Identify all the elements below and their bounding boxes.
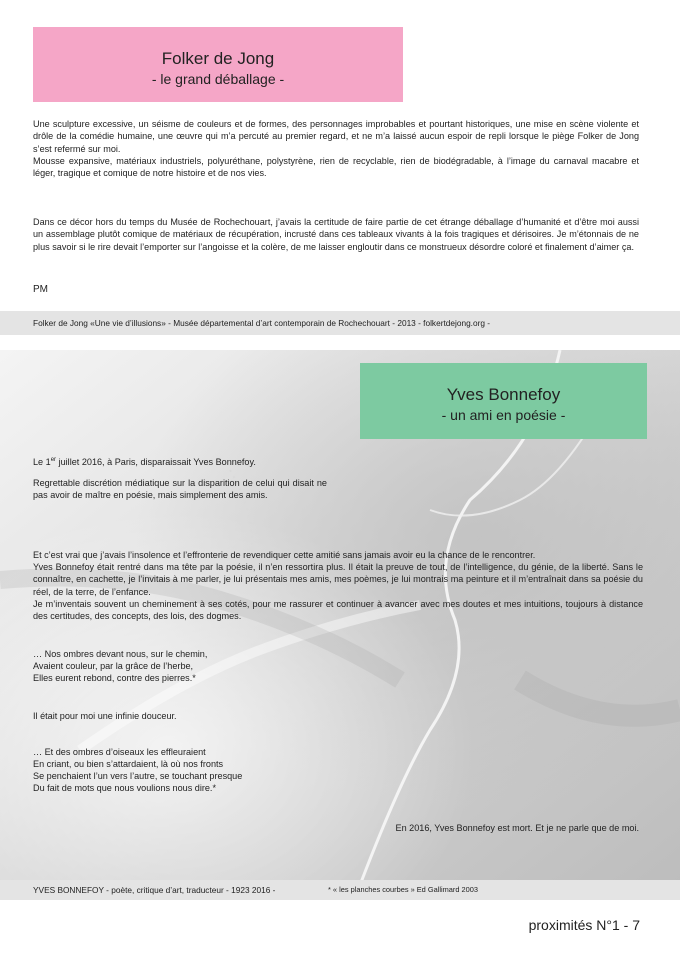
title-box-bonnefoy [360, 363, 647, 439]
date-line [33, 454, 256, 468]
article-title: Yves Bonnefoy [446, 385, 561, 404]
poem-line: En criant, ou bien s’attardaient, là où nos fronts [33, 759, 224, 769]
paragraph: Yves Bonnefoy était rentré dans ma tête par la poésie, il n’en ressortira plus. Il était la preuve de tout, de l’intelligence, du génie, de la liberté. Sans le connaître, en cachette, je l’invitais à me parler, je lui présentais mes amis, mes poèmes, je lui montrais ma peinture et il m’entraînait dans sa poésie du réel, de la terre, de l’enfance. [33, 562, 643, 597]
paragraph: Je m’inventais souvent un cheminement à ses cotés, pour me rassurer et continuer à avancer avec mes doutes et mes intuitions, toujours à distance des certitudes, des concepts, des lois, des dogmes. [33, 599, 643, 622]
date-text: juillet 2016, à Paris, disparaissait Yves Bonnefoy. [56, 457, 256, 468]
article-subtitle: - le grand déballage - [151, 71, 285, 87]
credit-right: * « les planches courbes » Ed Gallimard 2003 [328, 885, 478, 894]
poem-line: Elles eurent rebond, contre des pierres.* [33, 673, 196, 683]
signature: PM [33, 284, 48, 295]
poem-line: Du fait de mots que nous voulions nous dire.* [33, 783, 216, 793]
poem-line: … Nos ombres devant nous, sur le chemin, [33, 649, 208, 659]
date-superscript: er [50, 457, 57, 463]
article-title: Folker de Jong [161, 49, 275, 68]
article-subtitle: - un ami en poésie - [441, 407, 566, 423]
paragraph: Une sculpture excessive, un séisme de couleurs et de formes, des personnages improbables et pourtant historiques, une mise en scène violente et drôle de la comédie humaine, une œuvre qui m’a percuté au premier regard, et ne m’a laissé aucun espoir de repli lorsque le piège Folker de Jong s’est refermé sur moi. [33, 119, 639, 154]
credit-bar: Folker de Jong «Une vie d’illusions» - Musée départemental d’art contemporain de Rochechouart - 2013 - folkertdejong.org - [0, 311, 680, 335]
credit-left: YVES BONNEFOY - poète, critique d’art, traducteur - 1923 2016 - [33, 885, 276, 895]
title-box-folker [33, 27, 403, 102]
date-text: Le 1 [33, 457, 51, 468]
page-footer: proximités N°1 - 7 [528, 917, 640, 933]
poem-line: Avaient couleur, par la grâce de l’herbe, [33, 661, 194, 671]
paragraph: Et c’est vrai que j’avais l’insolence et l’effronterie de revendiquer cette amitié sans jamais avoir eu la chance de le rencontrer. [33, 550, 536, 560]
poem-line: … Et des ombres d’oiseaux les effleuraient [33, 747, 206, 757]
poem-line: Se penchaient l’un vers l’autre, se touchant presque [33, 771, 243, 781]
credit-bar [0, 880, 680, 900]
paragraph: Il était pour moi une infinie douceur. [33, 711, 177, 721]
closing-line: En 2016, Yves Bonnefoy est mort. Et je ne parle que de moi. [395, 823, 639, 833]
paragraph: Mousse expansive, matériaux industriels, polyuréthane, polystyrène, rien de recyclable, rien de biodégradable, à l’image du carnaval macabre et léger, tragique et comique de notre histoire et de nos vies. [33, 156, 639, 179]
paragraph: Dans ce décor hors du temps du Musée de Rochechouart, j’avais la certitude de faire partie de cet étrange déballage d’humanité et d’être moi aussi un assemblage plutôt comique de matériaux de récupération, incrusté dans ces tableaux vivants à la fois tragiques et dérisoires. Je m’étonnais de ne plus savoir si le rire devait l’emporter sur l’angoisse et la colère, de me laisser engloutir dans ce monstrueux désordre coloré et finalement d’aimer ça. [33, 217, 639, 252]
paragraph: Regrettable discrétion médiatique sur la disparition de celui qui disait ne pas avoir de maître en poésie, mais simplement des amis. [33, 478, 327, 501]
